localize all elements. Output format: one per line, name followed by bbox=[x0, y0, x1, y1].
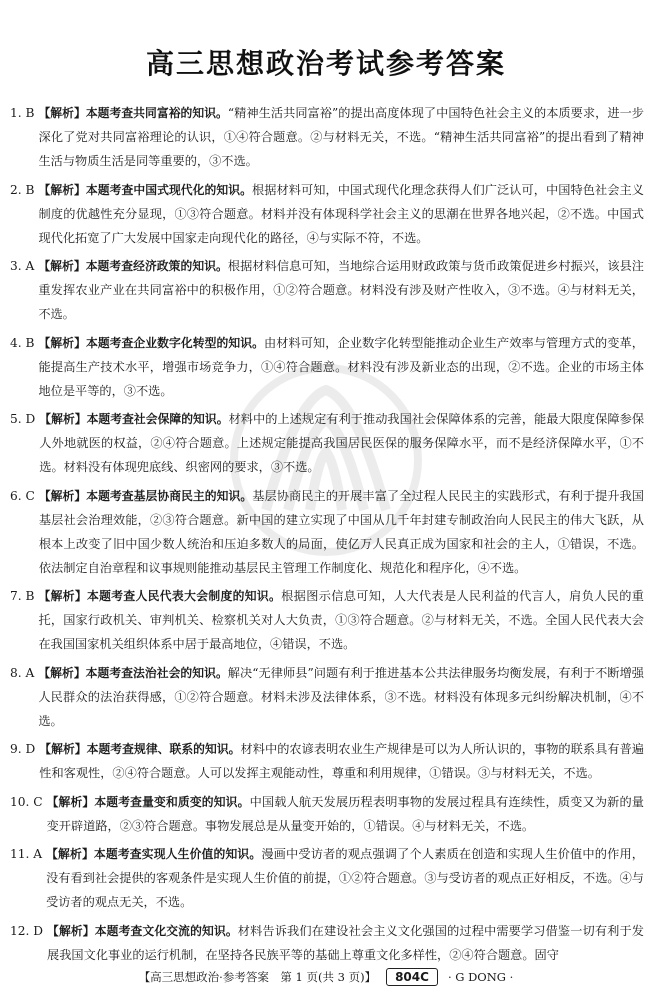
answer-number: 2. B bbox=[10, 182, 35, 197]
answer-number: 8. A bbox=[10, 665, 35, 680]
analysis-text: 中国载人航天发展历程表明事物的发展过程具有连续性，质变又为新的量变开辟道路，②③符合题意。事物发展总是从量变开始的，①错误。④与材料无关，不选。 bbox=[46, 794, 644, 833]
analysis-text: 材料中的上述规定有利于推动我国社会保障体系的完善，能最大限度保障参保人外地就医的权益，②④符合题意。上述规定能提高我国居民医保的服务保障水平，而不是经济保障水平，①不选。材料没有体现兜底线、织密网的要求，③不选。 bbox=[39, 412, 644, 474]
analysis-text: 材料中的农谚表明农业生产规律是可以为人所认识的，事物的联系具有普遍性和客观性，②④符合题意。人可以发挥主观能动性，尊重和利用规律，①错误。③与材料无关，不选。 bbox=[39, 742, 644, 780]
answer-item bbox=[10, 584, 644, 656]
analysis-heading: 【解析】本题考查经济政策的知识。 bbox=[38, 259, 228, 273]
page-footer bbox=[0, 966, 652, 988]
answer-number: 12. D bbox=[10, 923, 44, 938]
answer-list bbox=[10, 101, 644, 971]
analysis-text: 由材料可知，企业数字化转型能推动企业生产效率与管理方式的变革，能提高生产技术水平，增强市场竞争力，①④符合题意。材料没有涉及新业态的出现，②不选。企业的市场主体地位是平等的，③不选。 bbox=[38, 335, 644, 398]
answer-number: 9. D bbox=[10, 742, 36, 756]
answer-explanation bbox=[38, 331, 644, 403]
footer-publisher: · G DONG · bbox=[447, 970, 514, 984]
answer-item bbox=[10, 101, 644, 173]
answer-explanation bbox=[39, 407, 644, 479]
answer-item bbox=[10, 842, 644, 914]
answer-item bbox=[10, 484, 644, 580]
analysis-text: 根据图示信息可知，人大代表是人民利益的代言人，肩负人民的重托，国家行政机关、审判机关、检察机关对人大负责，①③符合题意。②与材料无关，不选。全国人民代表大会在我国国家机关组织体系中居于最高地位，④错误，不选。 bbox=[38, 589, 644, 651]
analysis-text: “精神生活共同富裕”的提出高度体现了中国特色社会主义的本质要求，进一步深化了党对共同富裕理论的认识，①④符合题意。②与材料无关，不选。“精神生活共同富裕”的提出看到了精神生活与物质生活是同等重要的，③不选。 bbox=[38, 106, 644, 168]
answer-explanation bbox=[38, 661, 644, 733]
analysis-heading: 【解析】本题考查人民代表大会制度的知识。 bbox=[38, 589, 282, 603]
analysis-heading: 【解析】本题考查企业数字化转型的知识。 bbox=[38, 335, 264, 350]
page-title: 高三思想政治考试参考答案 bbox=[145, 47, 506, 80]
analysis-heading: 【解析】本题考查实现人生价值的知识。 bbox=[46, 847, 262, 861]
analysis-text: 材料告诉我们在建设社会主义文化强国的过程中需要学习借鉴一切有利于发展我国文化事业的运行机制，在坚持各民族平等的基础上尊重文化多样性，②④符合题意。固守 bbox=[47, 923, 644, 962]
answer-explanation bbox=[39, 737, 644, 785]
paper-code-badge: 804C bbox=[386, 968, 438, 986]
analysis-text: 基层协商民主的开展丰富了全过程人民民主的实践形式，有利于提升我国基层社会治理效能，②③符合题意。新中国的建立实现了中国从几千年封建专制政治向人民民主的伟大飞跃，从根本上改变了旧中国少数人统治和压迫多数人的局面，使亿万人民真正成为国家和社会的主人，①错误，不选。依法制定自治章程和议事规则能推动基层民主管理工作制度化、规范化和程序化，④不选。 bbox=[38, 488, 644, 575]
answer-number: 1. B bbox=[10, 106, 35, 120]
answer-item bbox=[10, 919, 644, 967]
answer-explanation bbox=[47, 790, 644, 838]
answer-number: 11. A bbox=[10, 847, 43, 861]
answer-number: 10. C bbox=[10, 794, 43, 809]
answer-explanation bbox=[39, 484, 644, 580]
answer-explanation bbox=[46, 842, 644, 914]
answer-number: 3. A bbox=[10, 259, 35, 273]
analysis-heading: 【解析】本题考查社会保障的知识。 bbox=[39, 412, 229, 426]
answer-explanation bbox=[38, 178, 644, 250]
analysis-heading: 【解析】本题考查量变和质变的知识。 bbox=[46, 794, 250, 809]
footer-page-info: 【高三思想政治·参考答案 第 1 页(共 3 页)】 bbox=[138, 970, 377, 984]
answer-number: 7. B bbox=[10, 589, 35, 603]
analysis-heading: 【解析】本题考查中国式现代化的知识。 bbox=[38, 182, 252, 197]
analysis-text: 解决“无律师县”问题有利于推进基本公共法律服务均衡发展，有利于不断增强人民群众的法治获得感，①②符合题意。材料未涉及法律体系，③不选。材料没有体现多元纠纷解决机制，④不选。 bbox=[38, 665, 644, 728]
analysis-text: 根据材料信息可知，当地综合运用财政政策与货币政策促进乡村振兴，该县注重发挥农业产业在共同富裕中的积极作用，①②符合题意。材料没有涉及财产性收入，③不选。④与材料无关，不选。 bbox=[38, 259, 644, 321]
analysis-heading: 【解析】本题考查法治社会的知识。 bbox=[38, 665, 228, 680]
answer-item bbox=[10, 737, 644, 785]
answer-explanation bbox=[38, 584, 644, 656]
answer-explanation bbox=[38, 254, 644, 326]
answer-number: 4. B bbox=[10, 335, 35, 350]
answer-item bbox=[10, 178, 644, 250]
answer-number: 6. C bbox=[10, 488, 35, 503]
answer-item bbox=[10, 661, 644, 733]
analysis-heading: 【解析】本题考查规律、联系的知识。 bbox=[39, 742, 241, 756]
analysis-heading: 【解析】本题考查共同富裕的知识。 bbox=[38, 106, 228, 120]
answer-item bbox=[10, 407, 644, 479]
analysis-heading: 【解析】本题考查基层协商民主的知识。 bbox=[38, 488, 253, 503]
answer-number: 5. D bbox=[10, 412, 36, 426]
answer-item bbox=[10, 331, 644, 403]
analysis-text: 漫画中受访者的观点强调了个人素质在创造和实现人生价值中的作用，没有看到社会提供的客观条件是实现人生价值的前提，①②符合题意。③与受访者的观点正好相反，不选。④与受访者的观点无关，不选。 bbox=[46, 847, 644, 909]
answer-item bbox=[10, 254, 644, 326]
analysis-heading: 【解析】本题考查文化交流的知识。 bbox=[47, 923, 238, 938]
answer-explanation bbox=[38, 101, 644, 173]
answer-explanation bbox=[47, 919, 644, 967]
analysis-text: 根据材料可知，中国式现代化理念获得人们广泛认可，中国特色社会主义制度的优越性充分显现，①③符合题意。材料并没有体现科学社会主义的思潮在世界各地兴起，②不选。中国式现代化拓宽了广大发展中国家走向现代化的路径，④与实际不符，不选。 bbox=[38, 182, 644, 245]
answer-item bbox=[10, 790, 644, 838]
